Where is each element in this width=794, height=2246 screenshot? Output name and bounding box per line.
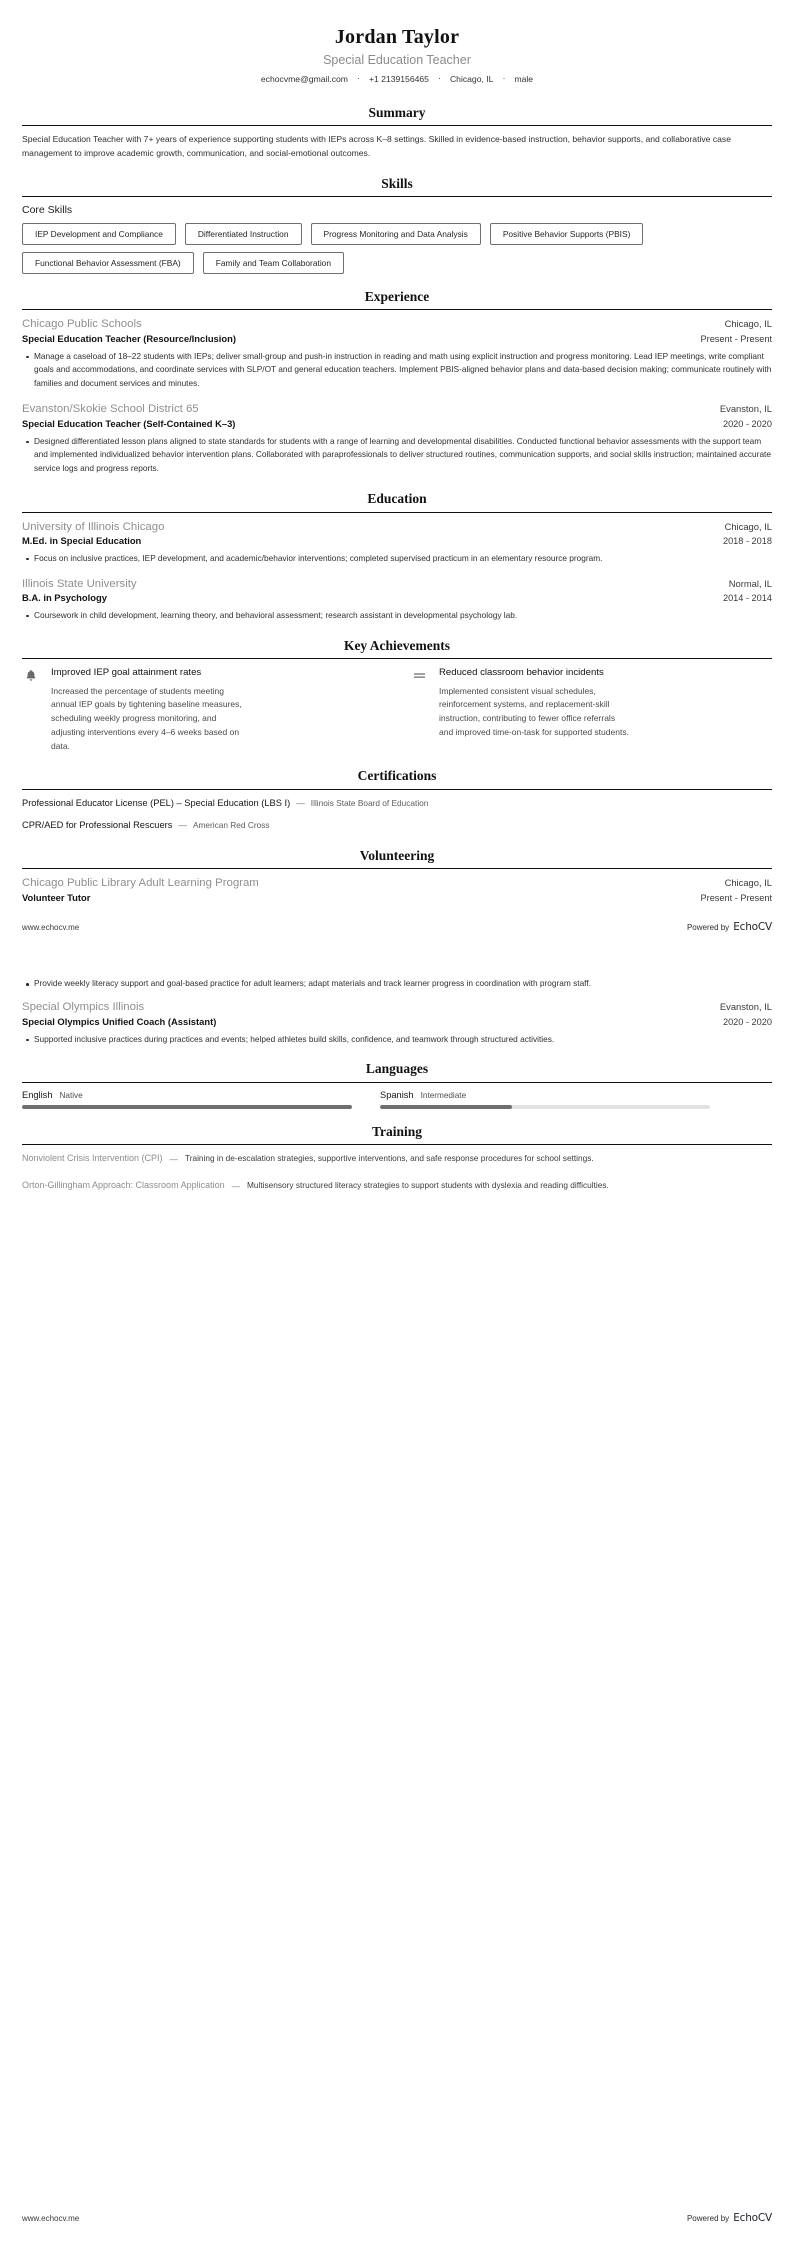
language-progress-track [22,1105,352,1110]
language-level: Native [59,1090,83,1100]
skill-chip: Functional Behavior Assessment (FBA) [22,252,194,274]
entry-org-line [22,1000,772,1015]
section-heading-training: Training [371,1124,422,1140]
achievement-list [22,666,772,753]
education-entry [22,520,772,566]
language-progress-fill [22,1105,352,1110]
skill-chip: Family and Team Collaboration [203,252,344,274]
language-head [22,1090,352,1100]
training-separator: — [231,1180,240,1191]
entry-role-line [22,891,772,905]
section-heading-volunteering: Volunteering [359,848,435,864]
section-key-achievements [22,638,772,754]
skill-chip: Positive Behavior Supports (PBIS) [490,223,644,245]
entry-bullet-list [22,435,772,477]
language-progress-fill [380,1105,512,1110]
entry-role-line [22,591,772,605]
entry-role: Special Education Teacher (Resource/Inclusion) [22,333,236,345]
certification-separator: — [296,798,305,809]
experience-entry [22,317,772,391]
entry-role: Special Education Teacher (Self-Contained K–3) [22,418,236,430]
skill-chip: Progress Monitoring and Data Analysis [311,223,481,245]
entry-bullet: Focus on inclusive practices, IEP development, and academic/behavior interventions; completed supervised practicum in an elementary resource program. [34,552,772,566]
section-divider [22,309,772,310]
entry-dates: 2020 - 2020 [722,419,772,430]
section-divider [22,789,772,790]
achievement-description: Increased the percentage of students meeting annual IEP goals by tightening baseline measures, scheduling weekly progress monitoring, and adjusting interventions every 4–6 weeks based on data. [51,685,242,751]
section-divider [22,658,772,659]
footer-url[interactable]: www.echocv.me [22,2213,80,2223]
section-certifications [22,768,772,833]
training-item [22,1179,772,1193]
entry-org-line [22,577,772,592]
section-heading-skills: Skills [381,175,413,191]
achievement-item [410,666,772,740]
entry-bullet: Manage a caseload of 18–22 students with IEPs; deliver small-group and push-in instruction in reading and math using explicit instruction and progress monitoring. Lead IEP meetings, write compliant goals and accommodations, and coordinate services with SLP/OT and general education teachers. Implement PBIS-aligned behavior plans and data-based decision making; communicate routinely with families and document services and minutes. [34,350,772,392]
contact-row [22,74,772,85]
entry-bullet: Designed differentiated lesson plans aligned to state standards for students with a range of learning and developmental disabilities. Conducted functional behavior assessments with the support team and implemented individualized behavior intervention plans. Collaborated with paraprofessionals to deliver structured routines, communication supports, and social skills instruction; maintained accurate service logs and progress reports. [34,435,772,477]
section-volunteering [22,848,772,905]
section-experience [22,289,772,476]
page-break-gap [22,933,772,977]
footer-brand [687,2212,772,2224]
page-footer-bottom [22,2212,772,2224]
bell-icon [22,666,40,688]
section-languages [22,1061,772,1109]
entry-location: Evanston, IL [719,403,772,415]
language-item [380,1090,710,1110]
section-heading-experience: Experience [364,289,430,305]
entry-organization: Evanston/Skokie School District 65 [22,403,199,416]
footer-brand [687,921,772,933]
contact-gender: male [514,74,534,85]
achievement-title: Reduced classroom behavior incidents [439,666,604,678]
section-skills [22,176,772,274]
contact-phone[interactable]: +1 2139156465 [368,74,429,85]
certification-item [22,819,772,833]
candidate-name: Jordan Taylor [334,26,460,48]
volunteering-entry [22,876,772,905]
footer-url[interactable]: www.echocv.me [22,922,80,932]
section-divider [22,1082,772,1083]
entry-organization: Chicago Public Schools [22,318,142,331]
training-description: Training in de-escalation strategies, supportive interventions, and safe response procedures for school settings. [184,1153,594,1164]
entry-organization: University of Illinois Chicago [22,520,165,533]
entry-bullet-list [22,1033,772,1047]
resume-header [22,26,772,85]
volunteering-entry [22,1000,772,1046]
section-heading-certifications: Certifications [357,768,437,784]
education-entry [22,577,772,623]
achievement-item [22,666,384,753]
experience-entry [22,402,772,476]
language-progress-track [380,1105,710,1110]
certification-name: CPR/AED for Professional Rescuers [22,820,173,831]
entry-org-line [22,402,772,417]
certification-separator: — [178,820,187,831]
page-footer [22,921,772,933]
entry-bullet-list [22,977,772,991]
certification-issuer: American Red Cross [192,820,270,831]
entry-dates: Present - Present [700,334,772,345]
entry-location: Normal, IL [728,577,772,589]
entry-degree: B.A. in Psychology [22,592,107,604]
skill-chip: Differentiated Instruction [185,223,302,245]
certification-item [22,797,772,811]
contact-email[interactable]: echocvme@gmail.com [260,74,348,85]
language-level: Intermediate [420,1090,467,1100]
summary-text: Special Education Teacher with 7+ years of experience supporting students with IEPs across K–8 settings. Skilled in evidence-based instruction, behavior supports, and collaborative case management to improve academic growth, communication, and social-emotional outcomes. [22,133,731,158]
section-divider [22,125,772,126]
entry-bullet: Provide weekly literacy support and goal-based practice for adult learners; adapt materials and track learner progress in coordination with program staff. [34,977,772,991]
entry-role: Special Olympics Unified Coach (Assistant) [22,1016,217,1028]
entry-role-line [22,332,772,346]
section-heading-languages: Languages [365,1061,429,1077]
entry-org-line [22,520,772,535]
entry-degree: M.Ed. in Special Education [22,535,142,547]
footer-powered-by-label: Powered by [686,923,730,933]
section-training [22,1124,772,1192]
entry-location: Evanston, IL [719,1001,772,1013]
skills-chip-list [22,223,772,274]
skill-chip: IEP Development and Compliance [22,223,176,245]
skills-group-label: Core Skills [22,204,73,217]
section-heading-summary: Summary [368,104,426,120]
entry-dates: 2018 - 2018 [722,536,772,547]
section-divider [22,196,772,197]
entry-bullet-list [22,609,772,623]
certification-issuer: Illinois State Board of Education [310,798,429,809]
achievement-title: Improved IEP goal attainment rates [51,666,202,678]
entry-role-line [22,534,772,548]
training-item [22,1152,772,1166]
section-heading-education: Education [367,491,427,507]
entry-location: Chicago, IL [724,877,772,889]
entry-dates: Present - Present [700,893,772,904]
entry-bullet-list [22,350,772,392]
section-heading-key-achievements: Key Achievements [343,637,451,653]
achievement-description: Implemented consistent visual schedules, reinforcement systems, and replacement-skill instruction, contributing to fewer office referrals and improved time-on-task for supported students. [439,685,629,737]
section-education [22,491,772,622]
contact-location: Chicago, IL [449,74,494,85]
entry-bullet-list [22,552,772,566]
entry-organization: Special Olympics Illinois [22,1001,145,1014]
entry-org-line [22,317,772,332]
entry-role-line [22,417,772,431]
training-description: Multisensory structured literacy strategies to support students with dyslexia and reading difficulties. [246,1179,609,1190]
entry-bullet: Coursework in child development, learning theory, and behavioral assessment; research assistant in developmental psychology lab. [34,609,772,623]
entry-location: Chicago, IL [724,318,772,330]
entry-organization: Illinois State University [22,577,137,590]
entry-org-line [22,876,772,891]
echocv-logo: EchoCV [733,921,772,934]
candidate-job-title: Special Education Teacher [323,53,471,67]
section-divider [22,512,772,513]
language-item [22,1090,352,1110]
contact-separator-dot: · [502,73,506,83]
achievement-body [439,666,772,740]
entry-bullet: Supported inclusive practices during practices and events; helped athletes build skills, confidence, and teamwork through structured activities. [34,1033,772,1047]
language-list [22,1090,772,1110]
training-name: Nonviolent Crisis Intervention (CPI) [22,1153,163,1164]
training-name: Orton-Gillingham Approach: Classroom Application [22,1179,225,1190]
entry-location: Chicago, IL [724,520,772,532]
section-divider [22,868,772,869]
certification-name: Professional Educator License (PEL) – Special Education (LBS I) [22,797,291,808]
achievement-body [51,666,384,753]
equals-icon [410,666,428,688]
language-name: Spanish [380,1089,414,1100]
contact-separator-dot: · [437,73,441,83]
entry-dates: 2020 - 2020 [722,1017,772,1028]
entry-role-line [22,1015,772,1029]
section-summary [22,105,772,161]
section-divider [22,1144,772,1145]
entry-organization: Chicago Public Library Adult Learning Program [22,877,259,890]
entry-role: Volunteer Tutor [22,892,91,904]
language-name: English [22,1089,53,1100]
language-head [380,1090,710,1100]
echocv-logo: EchoCV [733,2212,772,2224]
section-volunteering-continued [22,977,772,1046]
footer-powered-by-label: Powered by [686,2214,730,2223]
contact-separator-dot: · [356,73,360,83]
entry-dates: 2014 - 2014 [722,593,772,604]
training-separator: — [169,1154,178,1165]
